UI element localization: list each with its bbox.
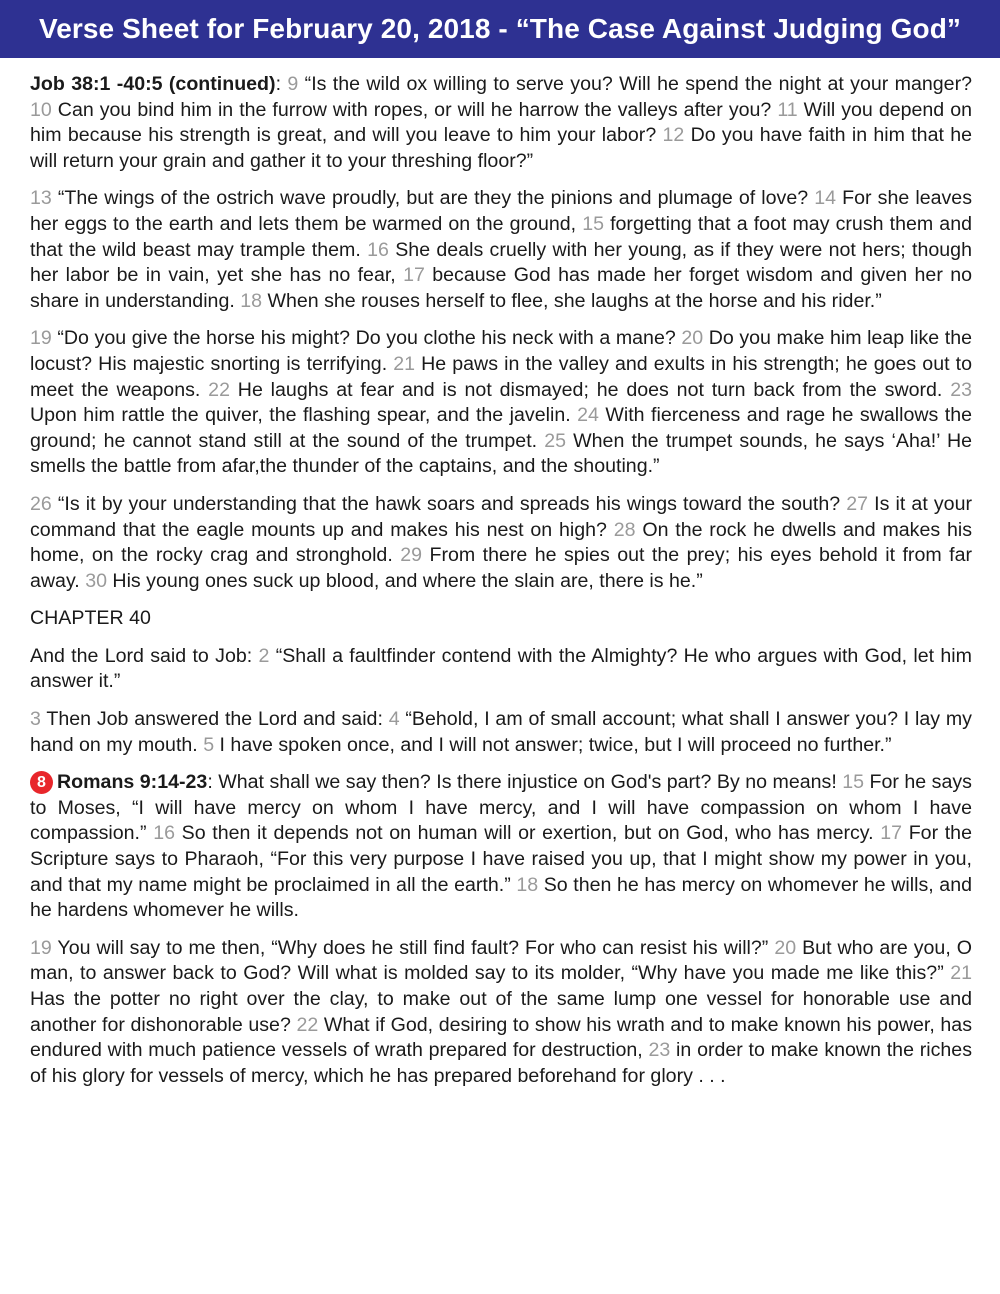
verse-number: 9	[287, 73, 299, 95]
verse-text: His young ones suck up blood, and where the slain are, there is he.”	[106, 569, 703, 592]
verse-number: 20	[774, 936, 797, 959]
verse-text: Do you make him leap like the locust? His majestic snorting is terrifying.	[30, 327, 972, 375]
verse-number: 22	[208, 378, 230, 401]
verse-number: 20	[681, 327, 704, 350]
verse-number: 3	[30, 708, 41, 731]
verse-text: “Is the wild ox willing to serve you? Will he spend the night at your manger?	[298, 73, 972, 95]
verse-text: For the Scripture says to Pharaoh, “For this very purpose I have raised you up, that I might show my power in you, and that my name might be proclaimed in all the earth.”	[30, 822, 972, 896]
passage-number-badge: 8	[30, 771, 53, 794]
job-paragraph-1: Job 38:1 -40:5 (continued): 9 “Is the wild ox willing to serve you? Will he spend the night at your manger? 10 Can you bind him in the furrow with ropes, or will he harrow the valleys after you? 11 Will you depend on him because his strength is great, and will you leave to him your labor? 12 Do you have faith in him that he will return your grain and gather it to your threshing floor?”	[30, 73, 972, 172]
verse-text: She deals cruelly with her young, as if they were not hers; though her labor be in vain, yet she has no fear,	[30, 238, 972, 287]
verse-number: 29	[400, 544, 423, 567]
verse-text: He paws in the valley and exults in his strength; he goes out to meet the weapons.	[30, 352, 972, 401]
verse-text: in order to make known the riches of his glory for vessels of mercy, which he has prepared beforehand for glory . . .	[30, 1039, 972, 1087]
verse-number: 24	[577, 404, 599, 427]
verse-number: 16	[153, 822, 175, 845]
job-paragraph-4	[30, 492, 972, 594]
verse-content	[30, 72, 972, 1101]
verse-number: 21	[950, 962, 972, 985]
verse-number: 28	[613, 518, 636, 541]
verse-number: 30	[85, 569, 107, 592]
verse-number: 18	[516, 873, 539, 896]
verse-number: 17	[880, 822, 903, 845]
verse-number: 19	[30, 936, 52, 959]
verse-text: Upon him rattle the quiver, the flashing spear, and the javelin.	[30, 404, 578, 427]
verse-number: 14	[814, 187, 837, 210]
verse-text: For he says to Moses, “I will have mercy on whom I have mercy, and I will have compassion on whom I have compassion.”	[30, 771, 972, 845]
verse-number: 11	[777, 98, 798, 121]
verse-number: 25	[544, 429, 567, 452]
verse-text: On the rock he dwells and makes his home, on the rocky crag and stronghold.	[30, 518, 972, 567]
page-header	[0, 0, 1000, 58]
verse-text: From there he spies out the prey; his eyes behold it from far away.	[30, 544, 972, 592]
page-title: Verse Sheet for February 20, 2018 - “The Case Against Judging God”	[38, 13, 962, 44]
chapter-heading: CHAPTER 40	[30, 607, 151, 630]
verse-number: 23	[648, 1039, 671, 1062]
verse-text: So then it depends not on human will or exertion, but on God, who has mercy.	[174, 822, 881, 845]
verse-text: He laughs at fear and is not dismayed; he does not turn back from the sword.	[229, 378, 951, 401]
romans-reference: Romans 9:14-23	[57, 771, 208, 794]
verse-number: 5	[203, 733, 215, 756]
verse-text: When she rouses herself to flee, she laughs at the horse and his rider.”	[262, 289, 882, 312]
verse-text: What if God, desiring to show his wrath and to make known his power, has endured with much patience vessels of wrath prepared for destruction,	[30, 1013, 972, 1062]
verse-number: 18	[240, 289, 263, 312]
verse-number: 27	[846, 492, 869, 515]
verse-text: Will you depend on him because his strength is great, and will you leave to him your labor?	[30, 98, 972, 147]
verse-text: : What shall we say then? Is there injustice on God's part? By no means!	[207, 771, 843, 794]
job-paragraph-3	[30, 326, 972, 480]
romans-paragraph-2	[30, 936, 972, 1090]
verse-text: With fierceness and rage he swallows the ground; he cannot stand still at the sound of the trumpet.	[30, 404, 972, 452]
romans-paragraph-1	[30, 770, 972, 924]
verse-number: 22	[296, 1013, 319, 1036]
verse-number: 4	[388, 708, 400, 731]
verse-text: “Is it by your understanding that the hawk soars and spreads his wings toward the south?	[51, 492, 847, 515]
verse-text: But who are you, O man, to answer back to God? Will what is molded say to its molder, “Why have you made me like this?”	[30, 936, 973, 985]
verse-number: 13	[30, 187, 52, 210]
verse-number: 15	[842, 771, 865, 794]
verse-number: 2	[258, 644, 270, 667]
verse-text: “Do you give the horse his might? Do you clothe his neck with a mane?	[51, 327, 682, 350]
verse-text: You will say to me then, “Why does he still find fault? For who can resist his will?”	[51, 936, 775, 959]
verse-text: Has the potter no right over the clay, to make out of the same lump one vessel for honorable use and another for dishonorable use?	[30, 988, 972, 1036]
verse-number: 19	[30, 327, 52, 350]
verse-text: Do you have faith in him that he will return your grain and gather it to your threshing floor?”	[30, 124, 972, 172]
verse-text: When the trumpet sounds, he says ‘Aha!’ He smells the battle from afar,the thunder of the captains, and the shouting.”	[30, 429, 972, 478]
verse-text: because God has made her forget wisdom and given her no share in understanding.	[30, 264, 973, 312]
verse-text: Is it at your command that the eagle mounts up and makes his nest on high?	[30, 492, 972, 541]
verse-number: 23	[950, 378, 972, 401]
verse-text: “Behold, I am of small account; what shall I answer you? I lay my hand on my mouth.	[30, 708, 972, 756]
verse-text: And the Lord said to Job:	[30, 644, 259, 667]
verse-text: forgetting that a foot may crush them and that the wild beast may trample them.	[30, 212, 972, 261]
job-paragraph-5	[30, 644, 972, 695]
verse-text: “Shall a faultfinder contend with the Almighty? He who argues with God, let him answer it.”	[30, 644, 972, 693]
verse-text: For she leaves her eggs to the earth and lets them be warmed on the ground,	[30, 187, 972, 235]
verse-number: 16	[367, 238, 389, 261]
verse-number: 21	[393, 352, 416, 375]
verse-text: So then he has mercy on whomever he wills, and he hardens whomever he wills.	[30, 873, 972, 922]
verse-number: 26	[30, 492, 52, 515]
job-reference: Job 38:1 -40:5 (continued)	[30, 73, 276, 95]
verse-number: 17	[403, 264, 425, 287]
verse-group	[30, 771, 972, 921]
verse-text: Can you bind him in the furrow with ropes, or will he harrow the valleys after you?	[51, 98, 778, 121]
verse-number: 15	[582, 212, 604, 235]
verse-text: Then Job answered the Lord and said:	[40, 708, 389, 731]
job-paragraph-2	[30, 186, 972, 314]
verse-number: 10	[30, 98, 52, 121]
verse-text: I have spoken once, and I will not answer; twice, but I will proceed no further.”	[214, 733, 892, 756]
verse-text: “The wings of the ostrich wave proudly, but are they the pinions and plumage of love?	[51, 187, 815, 210]
verse-number: 12	[662, 124, 685, 147]
job-paragraph-6	[30, 707, 972, 758]
